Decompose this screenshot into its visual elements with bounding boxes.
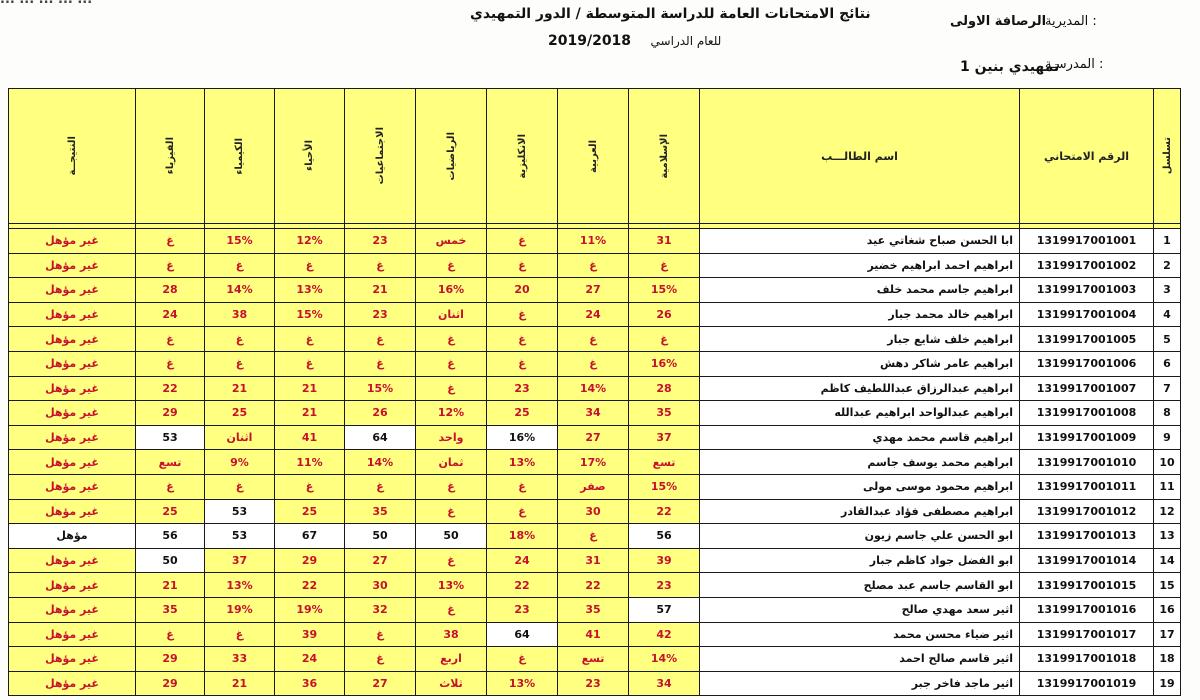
- cell-physics: 50: [136, 548, 205, 573]
- col-header-islamic: الإسلامية: [629, 89, 700, 224]
- cell-result: غير مؤهل: [9, 573, 136, 598]
- cell-english: 13%: [487, 671, 558, 696]
- cell-arabic: 34: [558, 401, 629, 426]
- cell-physics: غ: [136, 327, 205, 352]
- col-header-math: الرياضيات: [416, 89, 487, 224]
- cell-physics: 25: [136, 499, 205, 524]
- table-row: [9, 524, 1181, 549]
- cell-chemistry: 13%: [205, 573, 275, 598]
- cell-biology: 12%: [275, 229, 345, 254]
- cell-result: غير مؤهل: [9, 647, 136, 672]
- cell-physics: 24: [136, 302, 205, 327]
- cell-arabic: 17%: [558, 450, 629, 475]
- table-body: [9, 229, 1181, 696]
- cell-math: واحد: [416, 425, 487, 450]
- cell-student-name: ابراهيم احمد ابراهيم خضير: [700, 253, 1020, 278]
- cell-exam-number: 1319917001015: [1020, 573, 1154, 598]
- cell-english: غ: [487, 229, 558, 254]
- cell-social: 14%: [345, 450, 416, 475]
- cell-arabic: 14%: [558, 376, 629, 401]
- cell-chemistry: 9%: [205, 450, 275, 475]
- cell-social: 23: [345, 229, 416, 254]
- cell-student-name: ابراهيم عبدالرزاق عبداللطيف كاظم: [700, 376, 1020, 401]
- cell-student-name: ابراهيم محمود موسى مولى: [700, 474, 1020, 499]
- cell-math: 12%: [416, 401, 487, 426]
- cell-social: غ: [345, 622, 416, 647]
- cell-islamic: 26: [629, 302, 700, 327]
- cell-english: غ: [487, 351, 558, 376]
- cell-arabic: 24: [558, 302, 629, 327]
- cell-chemistry: غ: [205, 253, 275, 278]
- cell-serial: 16: [1154, 597, 1181, 622]
- cell-result: غير مؤهل: [9, 327, 136, 352]
- cell-student-name: اثير قاسم صالح احمد: [700, 647, 1020, 672]
- cell-math: 13%: [416, 573, 487, 598]
- cell-social: 23: [345, 302, 416, 327]
- cell-islamic: 31: [629, 229, 700, 254]
- cell-exam-number: 1319917001003: [1020, 278, 1154, 303]
- cell-student-name: ابراهيم عبدالواحد ابراهيم عبدالله: [700, 401, 1020, 426]
- cell-serial: 2: [1154, 253, 1181, 278]
- cell-serial: 12: [1154, 499, 1181, 524]
- cell-biology: 36: [275, 671, 345, 696]
- table-row: [9, 327, 1181, 352]
- cell-serial: 14: [1154, 548, 1181, 573]
- cell-student-name: اثير سعد مهدي صالح: [700, 597, 1020, 622]
- col-header-serial: تسلسل: [1154, 89, 1181, 224]
- cell-physics: غ: [136, 253, 205, 278]
- cell-student-name: ابراهيم خالد محمد جبار: [700, 302, 1020, 327]
- cell-arabic: غ: [558, 351, 629, 376]
- cell-chemistry: 53: [205, 524, 275, 549]
- cell-exam-number: 1319917001019: [1020, 671, 1154, 696]
- cell-english: 13%: [487, 450, 558, 475]
- cell-social: 26: [345, 401, 416, 426]
- cell-math: خمس: [416, 229, 487, 254]
- cell-result: غير مؤهل: [9, 671, 136, 696]
- cell-biology: 19%: [275, 597, 345, 622]
- cell-math: غ: [416, 597, 487, 622]
- cell-math: غ: [416, 376, 487, 401]
- cell-serial: 6: [1154, 351, 1181, 376]
- cell-serial: 15: [1154, 573, 1181, 598]
- cell-biology: 39: [275, 622, 345, 647]
- cell-exam-number: 1319917001007: [1020, 376, 1154, 401]
- cell-social: 27: [345, 548, 416, 573]
- cell-physics: 21: [136, 573, 205, 598]
- year-value: 2019/2018: [548, 33, 632, 49]
- cell-arabic: 22: [558, 573, 629, 598]
- cell-result: غير مؤهل: [9, 499, 136, 524]
- cell-math: غ: [416, 499, 487, 524]
- cell-social: 35: [345, 499, 416, 524]
- col-header-result: النتيجــة: [9, 89, 136, 224]
- cell-math: اثنان: [416, 302, 487, 327]
- table-row: [9, 499, 1181, 524]
- cell-english: غ: [487, 499, 558, 524]
- directorate-value: الرصافة الاولى: [950, 14, 1047, 29]
- cell-social: 30: [345, 573, 416, 598]
- cell-math: ثلاث: [416, 671, 487, 696]
- cell-islamic: 56: [629, 524, 700, 549]
- cell-chemistry: 25: [205, 401, 275, 426]
- table-row: [9, 351, 1181, 376]
- cell-biology: 11%: [275, 450, 345, 475]
- cell-english: 64: [487, 622, 558, 647]
- cell-exam-number: 1319917001004: [1020, 302, 1154, 327]
- cell-chemistry: 33: [205, 647, 275, 672]
- cell-serial: 10: [1154, 450, 1181, 475]
- cell-english: غ: [487, 302, 558, 327]
- cell-exam-number: 1319917001018: [1020, 647, 1154, 672]
- cell-english: غ: [487, 253, 558, 278]
- cell-arabic: غ: [558, 253, 629, 278]
- cell-result: غير مؤهل: [9, 376, 136, 401]
- cell-serial: 1: [1154, 229, 1181, 254]
- cell-chemistry: غ: [205, 474, 275, 499]
- col-header-chemistry: الكيمياء: [205, 89, 275, 224]
- cell-result: غير مؤهل: [9, 597, 136, 622]
- cell-arabic: صفر: [558, 474, 629, 499]
- table-row: [9, 597, 1181, 622]
- cell-exam-number: 1319917001002: [1020, 253, 1154, 278]
- cell-exam-number: 1319917001012: [1020, 499, 1154, 524]
- cell-islamic: 39: [629, 548, 700, 573]
- cell-math: غ: [416, 253, 487, 278]
- cell-arabic: 23: [558, 671, 629, 696]
- cell-math: 38: [416, 622, 487, 647]
- table-row: [9, 229, 1181, 254]
- cell-biology: غ: [275, 253, 345, 278]
- cell-physics: غ: [136, 229, 205, 254]
- cell-exam-number: 1319917001008: [1020, 401, 1154, 426]
- cell-islamic: غ: [629, 327, 700, 352]
- table-row: [9, 548, 1181, 573]
- cell-serial: 19: [1154, 671, 1181, 696]
- cell-arabic: 35: [558, 597, 629, 622]
- cell-physics: 29: [136, 401, 205, 426]
- col-header-arabic: العربية: [558, 89, 629, 224]
- cell-chemistry: 15%: [205, 229, 275, 254]
- cell-biology: غ: [275, 351, 345, 376]
- cell-student-name: ابراهيم قاسم محمد مهدي: [700, 425, 1020, 450]
- cell-islamic: 28: [629, 376, 700, 401]
- cell-result: غير مؤهل: [9, 351, 136, 376]
- header-cut-text: [0, 0, 380, 7]
- cell-social: غ: [345, 474, 416, 499]
- cell-serial: 13: [1154, 524, 1181, 549]
- cell-islamic: 23: [629, 573, 700, 598]
- cell-exam-number: 1319917001005: [1020, 327, 1154, 352]
- cell-biology: 22: [275, 573, 345, 598]
- col-header-name: اسم الطالـــب: [700, 89, 1020, 224]
- cell-biology: غ: [275, 474, 345, 499]
- cell-serial: 7: [1154, 376, 1181, 401]
- cell-serial: 5: [1154, 327, 1181, 352]
- cell-islamic: 14%: [629, 647, 700, 672]
- cell-student-name: ابا الحسن صباح شغاتي عيد: [700, 229, 1020, 254]
- cell-social: غ: [345, 253, 416, 278]
- cell-arabic: 27: [558, 425, 629, 450]
- cell-chemistry: 14%: [205, 278, 275, 303]
- cell-arabic: 30: [558, 499, 629, 524]
- school-label: المدرسـة :: [1045, 57, 1104, 72]
- cell-serial: 4: [1154, 302, 1181, 327]
- cell-result: مؤهل: [9, 524, 136, 549]
- cell-student-name: ابراهيم خلف شايع جبار: [700, 327, 1020, 352]
- cell-student-name: ابو الحسن علي جاسم زيون: [700, 524, 1020, 549]
- cell-exam-number: 1319917001006: [1020, 351, 1154, 376]
- cell-english: غ: [487, 647, 558, 672]
- col-header-social: الاجتماعيات: [345, 89, 416, 224]
- cell-serial: 18: [1154, 647, 1181, 672]
- cell-biology: 21: [275, 376, 345, 401]
- cell-english: 24: [487, 548, 558, 573]
- cell-result: غير مؤهل: [9, 474, 136, 499]
- cell-islamic: 42: [629, 622, 700, 647]
- cell-physics: 29: [136, 671, 205, 696]
- cell-islamic: غ: [629, 253, 700, 278]
- cell-islamic: 22: [629, 499, 700, 524]
- cell-arabic: 11%: [558, 229, 629, 254]
- cell-physics: 29: [136, 647, 205, 672]
- cell-result: غير مؤهل: [9, 253, 136, 278]
- cell-physics: غ: [136, 622, 205, 647]
- col-header-physics: الفيزياء: [136, 89, 205, 224]
- table-row: [9, 622, 1181, 647]
- cell-exam-number: 1319917001017: [1020, 622, 1154, 647]
- cell-islamic: 37: [629, 425, 700, 450]
- cell-exam-number: 1319917001009: [1020, 425, 1154, 450]
- cell-biology: 13%: [275, 278, 345, 303]
- cell-chemistry: اثنان: [205, 425, 275, 450]
- table-row: [9, 401, 1181, 426]
- directorate-label: المديرية :: [1045, 14, 1097, 29]
- cell-social: 15%: [345, 376, 416, 401]
- cell-social: غ: [345, 647, 416, 672]
- sheet-title: نتائج الامتحانات العامة للدراسة المتوسطة / الدور التمهيدي: [470, 6, 871, 22]
- results-table: [8, 88, 1181, 696]
- cell-islamic: 57: [629, 597, 700, 622]
- table-row: [9, 278, 1181, 303]
- cell-serial: 9: [1154, 425, 1181, 450]
- table-row: [9, 671, 1181, 696]
- cell-physics: 22: [136, 376, 205, 401]
- cell-exam-number: 1319917001011: [1020, 474, 1154, 499]
- cell-social: 32: [345, 597, 416, 622]
- cell-biology: 24: [275, 647, 345, 672]
- cell-student-name: اثير ضياء محسن محمد: [700, 622, 1020, 647]
- cell-student-name: ابراهيم جاسم محمد خلف: [700, 278, 1020, 303]
- cell-student-name: ابراهيم مصطفى فؤاد عبدالقادر: [700, 499, 1020, 524]
- cell-social: غ: [345, 327, 416, 352]
- cell-student-name: ابو القاسم جاسم عبد مصلح: [700, 573, 1020, 598]
- cell-english: غ: [487, 327, 558, 352]
- col-header-exam-no: الرقم الامتحاني: [1020, 89, 1154, 224]
- table-row: [9, 474, 1181, 499]
- cell-exam-number: 1319917001001: [1020, 229, 1154, 254]
- cell-serial: 3: [1154, 278, 1181, 303]
- cell-physics: 35: [136, 597, 205, 622]
- academic-year: [548, 33, 721, 49]
- table-row: [9, 302, 1181, 327]
- cell-math: 50: [416, 524, 487, 549]
- cell-result: غير مؤهل: [9, 548, 136, 573]
- cell-physics: غ: [136, 474, 205, 499]
- year-label: للعام الدراسي: [650, 34, 722, 48]
- cell-result: غير مؤهل: [9, 401, 136, 426]
- cell-math: غ: [416, 351, 487, 376]
- col-header-biology: الأحياء: [275, 89, 345, 224]
- cell-chemistry: غ: [205, 351, 275, 376]
- cell-english: 18%: [487, 524, 558, 549]
- cell-biology: 67: [275, 524, 345, 549]
- cell-physics: 28: [136, 278, 205, 303]
- cell-physics: 56: [136, 524, 205, 549]
- table-header-row: [9, 89, 1181, 224]
- cell-serial: 8: [1154, 401, 1181, 426]
- cell-result: غير مؤهل: [9, 302, 136, 327]
- cell-result: غير مؤهل: [9, 278, 136, 303]
- cell-chemistry: 37: [205, 548, 275, 573]
- table-row: [9, 450, 1181, 475]
- cell-result: غير مؤهل: [9, 425, 136, 450]
- sheet-header: [0, 0, 1200, 88]
- cell-social: 64: [345, 425, 416, 450]
- cell-social: 21: [345, 278, 416, 303]
- cell-english: 16%: [487, 425, 558, 450]
- cell-islamic: 15%: [629, 278, 700, 303]
- cell-arabic: غ: [558, 327, 629, 352]
- cell-math: 16%: [416, 278, 487, 303]
- table-row: [9, 647, 1181, 672]
- cell-result: غير مؤهل: [9, 229, 136, 254]
- table-row: [9, 425, 1181, 450]
- cell-biology: 15%: [275, 302, 345, 327]
- cell-physics: 53: [136, 425, 205, 450]
- table-row: [9, 253, 1181, 278]
- cell-english: 25: [487, 401, 558, 426]
- cell-exam-number: 1319917001016: [1020, 597, 1154, 622]
- cell-social: 27: [345, 671, 416, 696]
- cell-exam-number: 1319917001013: [1020, 524, 1154, 549]
- cell-islamic: 35: [629, 401, 700, 426]
- cell-chemistry: 19%: [205, 597, 275, 622]
- cell-exam-number: 1319917001010: [1020, 450, 1154, 475]
- cell-english: 23: [487, 597, 558, 622]
- cell-chemistry: غ: [205, 622, 275, 647]
- cell-math: ثمان: [416, 450, 487, 475]
- cell-chemistry: 21: [205, 376, 275, 401]
- cell-result: غير مؤهل: [9, 450, 136, 475]
- cell-english: 20: [487, 278, 558, 303]
- cell-arabic: 27: [558, 278, 629, 303]
- cell-islamic: 15%: [629, 474, 700, 499]
- cell-math: غ: [416, 327, 487, 352]
- cell-english: غ: [487, 474, 558, 499]
- cell-physics: غ: [136, 351, 205, 376]
- cell-student-name: ابراهيم عامر شاكر دهش: [700, 351, 1020, 376]
- cell-biology: 41: [275, 425, 345, 450]
- cell-chemistry: غ: [205, 327, 275, 352]
- cell-islamic: تسع: [629, 450, 700, 475]
- cell-result: غير مؤهل: [9, 622, 136, 647]
- cell-english: 23: [487, 376, 558, 401]
- cell-chemistry: 38: [205, 302, 275, 327]
- cell-chemistry: 53: [205, 499, 275, 524]
- cell-student-name: ابو الفضل جواد كاظم جبار: [700, 548, 1020, 573]
- cell-physics: تسع: [136, 450, 205, 475]
- table-row: [9, 573, 1181, 598]
- cell-islamic: 34: [629, 671, 700, 696]
- school-value: تمهيدي بنين 1: [960, 59, 1060, 75]
- cell-arabic: غ: [558, 524, 629, 549]
- cell-student-name: اثير ماجد فاخر جبر: [700, 671, 1020, 696]
- cell-biology: 25: [275, 499, 345, 524]
- cell-social: 50: [345, 524, 416, 549]
- cell-serial: 17: [1154, 622, 1181, 647]
- cell-biology: غ: [275, 327, 345, 352]
- cell-english: 22: [487, 573, 558, 598]
- cell-chemistry: 21: [205, 671, 275, 696]
- cell-arabic: 31: [558, 548, 629, 573]
- cell-biology: 29: [275, 548, 345, 573]
- cell-student-name: ابراهيم محمد يوسف جاسم: [700, 450, 1020, 475]
- cell-arabic: تسع: [558, 647, 629, 672]
- table-row: [9, 376, 1181, 401]
- cell-social: غ: [345, 351, 416, 376]
- cell-arabic: 41: [558, 622, 629, 647]
- cell-islamic: 16%: [629, 351, 700, 376]
- cell-serial: 11: [1154, 474, 1181, 499]
- cell-math: غ: [416, 548, 487, 573]
- cell-math: غ: [416, 474, 487, 499]
- cell-math: اربع: [416, 647, 487, 672]
- cell-exam-number: 1319917001014: [1020, 548, 1154, 573]
- cell-biology: 21: [275, 401, 345, 426]
- col-header-english: الانكليزية: [487, 89, 558, 224]
